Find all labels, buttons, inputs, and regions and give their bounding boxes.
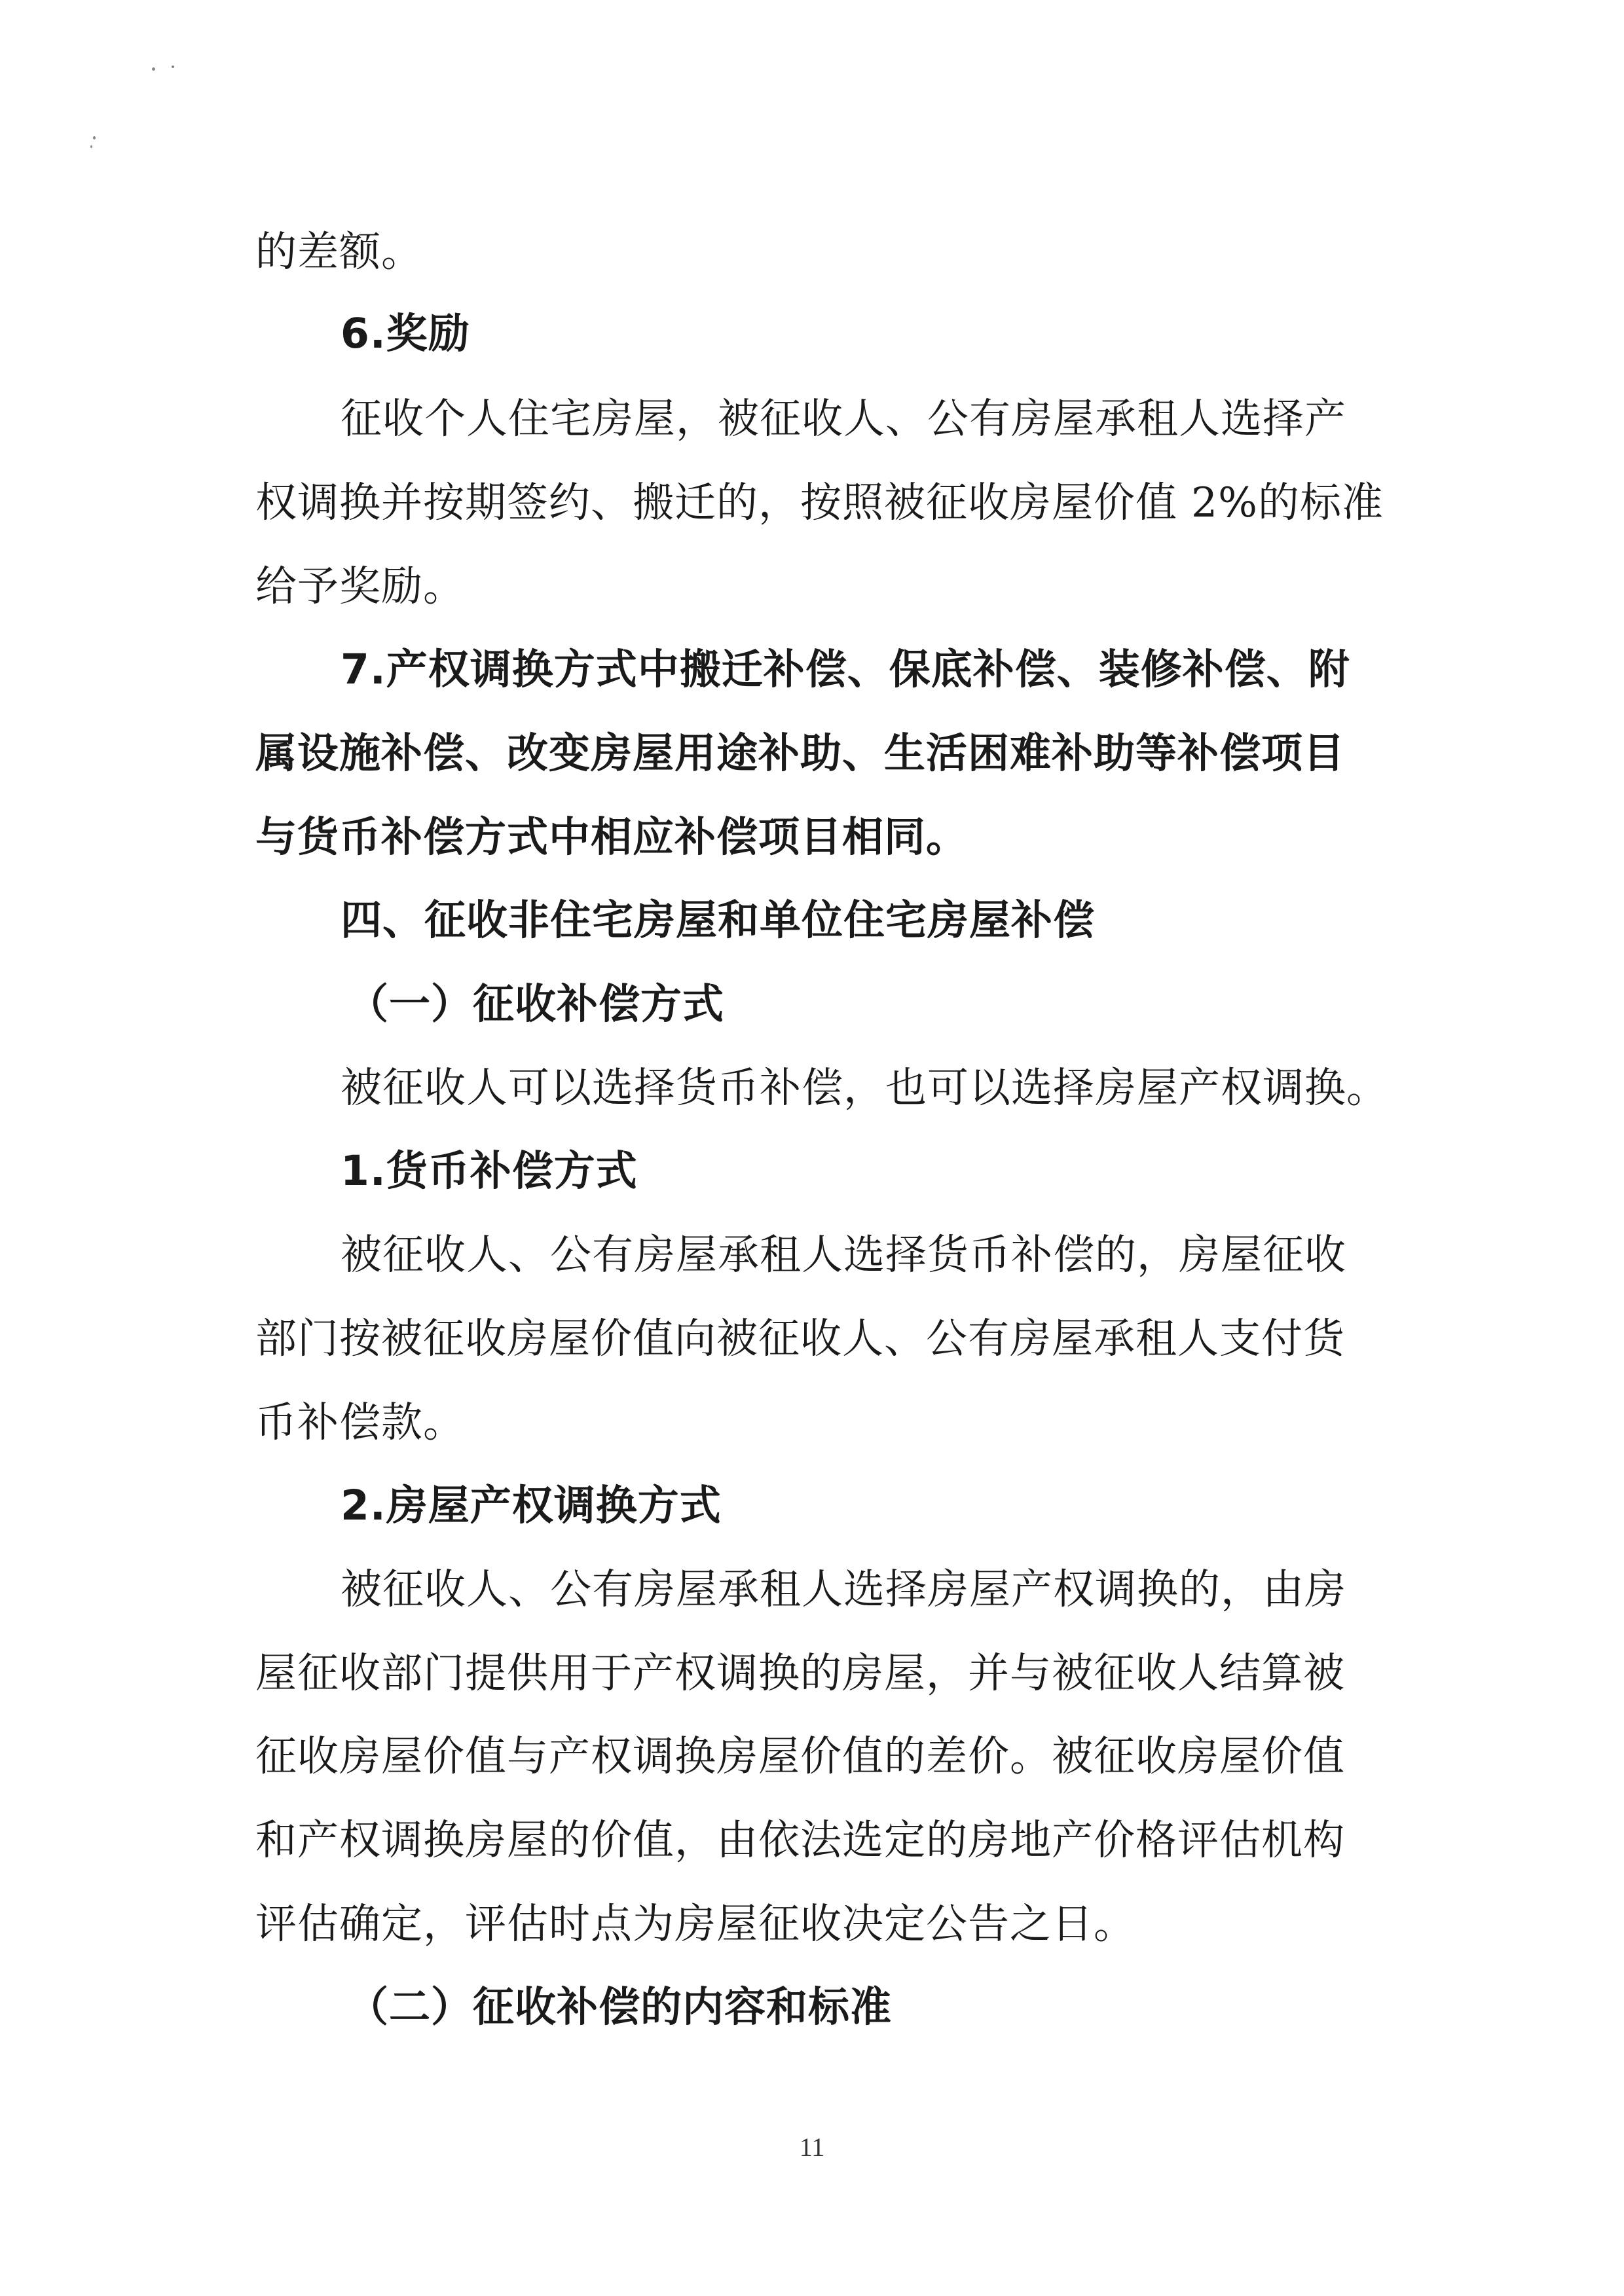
scan-speck (90, 145, 92, 148)
body-line: 被征收人、公有房屋承租人选择房屋产权调换的，由房 (341, 1565, 1346, 1613)
body-line: 征收个人住宅房屋，被征收人、公有房屋承租人选择产 (341, 395, 1346, 443)
scan-speck (93, 136, 96, 139)
page-number: 11 (799, 2132, 825, 2162)
body-line: 权调换并按期签约、搬迁的，按照被征收房屋价值 2%的标准 (255, 479, 1384, 526)
subsection-heading: （一）征收补偿方式 (347, 980, 724, 1028)
section-heading: 6.奖励 (341, 310, 470, 357)
body-line: 的差额。 (255, 228, 423, 276)
body-line: 屋征收部门提供用于产权调换的房屋，并与被征收人结算被 (255, 1649, 1345, 1697)
body-line: 被征收人、公有房屋承租人选择货币补偿的，房屋征收 (341, 1231, 1346, 1279)
bold-paragraph-line: 7.产权调换方式中搬迁补偿、保底补偿、装修补偿、附 (341, 646, 1350, 693)
body-line: 评估确定，评估时点为房屋征收决定公告之日。 (255, 1900, 1135, 1948)
subsection-heading: （二）征收补偿的内容和标准 (347, 1983, 892, 2031)
scan-speck (152, 67, 155, 71)
body-line: 被征收人可以选择货币补偿，也可以选择房屋产权调换。 (341, 1064, 1388, 1112)
body-line: 征收房屋价值与产权调换房屋价值的差价。被征收房屋价值 (255, 1732, 1345, 1780)
chapter-heading: 四、征收非住宅房屋和单位住宅房屋补偿 (341, 896, 1095, 944)
section-heading: 1.货币补偿方式 (341, 1147, 638, 1195)
bold-paragraph-line: 属设施补偿、改变房屋用途补助、生活困难补助等补偿项目 (255, 729, 1345, 777)
bold-paragraph-line: 与货币补偿方式中相应补偿项目相同。 (255, 813, 968, 861)
section-heading: 2.房屋产权调换方式 (341, 1482, 722, 1529)
body-line: 给予奖励。 (255, 562, 465, 610)
body-line: 币补偿款。 (255, 1398, 465, 1446)
scan-speck (172, 65, 174, 68)
body-line: 部门按被征收房屋价值向被征收人、公有房屋承租人支付货 (255, 1315, 1345, 1362)
body-line: 和产权调换房屋的价值，由依法选定的房地产价格评估机构 (255, 1816, 1345, 1864)
